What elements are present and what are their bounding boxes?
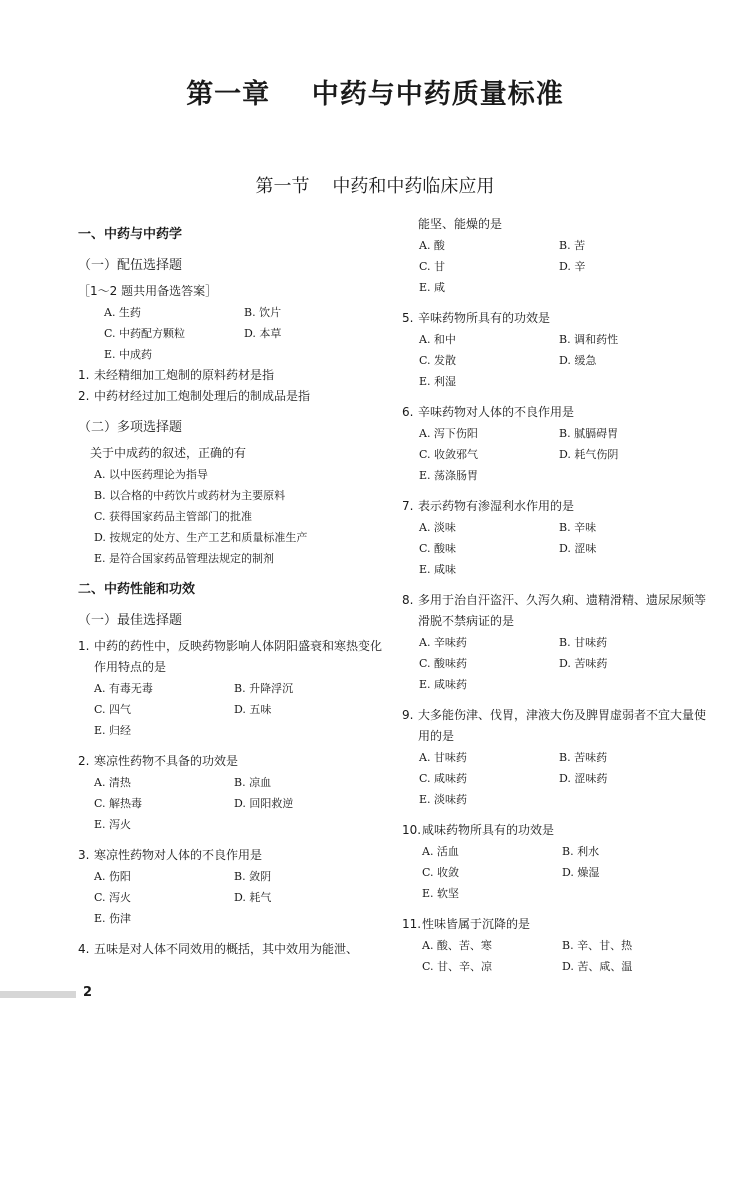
question-block [402, 820, 712, 904]
option: C. 收敛邪气 [419, 448, 479, 461]
option: B. 辛、甘、热 [562, 939, 633, 952]
question-block [78, 751, 390, 835]
option: D. 苦味药 [559, 657, 608, 670]
page-number: 2 [83, 985, 93, 1000]
option: D. 本草 [244, 327, 282, 340]
multi-options [78, 464, 390, 569]
option: D. 涩味药 [559, 772, 608, 785]
option: D. 耗气 [234, 891, 272, 904]
question: 2. 寒凉性药物不具备的功效是 [78, 754, 239, 768]
question-block [402, 402, 712, 486]
option: A. 酸 [419, 239, 445, 252]
options [78, 866, 390, 929]
option: A. 清热 [94, 776, 131, 789]
question: 7. 表示药物有渗湿利水作用的是 [402, 499, 575, 513]
option: A. 辛味药 [419, 636, 467, 649]
option: B. 调和药性 [559, 333, 619, 346]
option: C. 酸味药 [419, 657, 468, 670]
footer-bar [0, 991, 76, 998]
options [402, 329, 712, 392]
shared-options-note: ［1～2 题共用备选答案］ [78, 284, 218, 298]
option: A. 淡味 [419, 521, 456, 534]
option: B. 腻膈碍胃 [559, 427, 619, 440]
question: 11. 性味皆属于沉降的是 [402, 917, 531, 931]
option: D. 缓急 [559, 354, 597, 367]
option: B. 饮片 [244, 306, 282, 319]
question: 1. 未经精细加工炮制的原料药材是指 [78, 368, 275, 382]
option: B. 以合格的中药饮片或药材为主要原料 [94, 489, 286, 502]
left-column [78, 224, 390, 960]
option: B. 辛味 [559, 521, 597, 534]
question-block [402, 705, 712, 810]
option: E. 软坚 [422, 887, 460, 900]
option: D. 耗气伤阴 [559, 448, 619, 461]
option: A. 以中医药理论为指导 [94, 468, 208, 481]
question-block [402, 914, 712, 977]
options [402, 841, 712, 904]
option: A. 甘味药 [419, 751, 467, 764]
option: A. 和中 [419, 333, 456, 346]
options [402, 235, 712, 298]
option: C. 获得国家药品主管部门的批准 [94, 510, 253, 523]
option: E. 咸 [419, 281, 446, 294]
option: B. 甘味药 [559, 636, 608, 649]
option: C. 中药配方颗粒 [104, 327, 186, 340]
option: E. 淡味药 [419, 793, 468, 806]
question-block [402, 496, 712, 580]
option: C. 解热毒 [94, 797, 143, 810]
option: A. 酸、苦、寒 [422, 939, 492, 952]
options [78, 772, 390, 835]
question-block [78, 636, 390, 741]
option: E. 是符合国家药品管理法规定的制剂 [94, 552, 275, 565]
option: D. 五味 [234, 703, 272, 716]
option: D. 涩味 [559, 542, 597, 555]
options [402, 935, 712, 977]
option: C. 甘、辛、凉 [422, 960, 493, 973]
option: E. 归经 [94, 724, 132, 737]
option: C. 泻火 [94, 891, 132, 904]
option: A. 泻下伤阳 [419, 427, 478, 440]
option: B. 苦 [559, 239, 586, 252]
option: B. 凉血 [234, 776, 272, 789]
option: E. 咸味 [419, 563, 457, 576]
subsection-heading: （一）最佳选择题 [78, 613, 183, 628]
option: D. 苦、咸、温 [562, 960, 633, 973]
option: B. 敛阴 [234, 870, 272, 883]
subsection-heading: （一）配伍选择题 [78, 258, 183, 273]
question: 5. 辛味药物所具有的功效是 [402, 311, 551, 325]
question-continuation: 能坚、能燥的是 [418, 217, 503, 231]
options [402, 747, 712, 810]
question: 10. 咸味药物所具有的功效是 [402, 823, 555, 837]
option: E. 泻火 [94, 818, 132, 831]
option: E. 咸味药 [419, 678, 468, 691]
question-stem: 关于中成药的叙述，正确的有 [90, 446, 247, 460]
chapter-title: 第一章 中药与中药质量标准 [186, 79, 564, 110]
option: C. 酸味 [419, 542, 457, 555]
option: A. 有毒无毒 [94, 682, 153, 695]
options [402, 517, 712, 580]
option: C. 咸味药 [419, 772, 468, 785]
option: A. 伤阳 [94, 870, 131, 883]
option: D. 辛 [559, 260, 586, 273]
question-block [78, 845, 390, 929]
part-heading: 二、中药性能和功效 [78, 582, 196, 597]
question: 6. 辛味药物对人体的不良作用是 [402, 405, 575, 419]
option: B. 苦味药 [559, 751, 608, 764]
question: 3. 寒凉性药物对人体的不良作用是 [78, 848, 263, 862]
subsection-heading: （二）多项选择题 [78, 420, 183, 435]
option: D. 燥湿 [562, 866, 600, 879]
option: C. 四气 [94, 703, 132, 716]
option: B. 升降浮沉 [234, 682, 294, 695]
options [402, 423, 712, 486]
question: 4. 五味是对人体不同效用的概括，其中效用为能泄、 [78, 942, 359, 956]
right-column [402, 214, 712, 977]
question: 8. 多用于治自汗盗汗、久泻久痢、遗精滑精、遗尿尿频等滑脱不禁病证的是 [402, 593, 707, 628]
option: E. 伤津 [94, 912, 132, 925]
option: D. 按规定的处方、生产工艺和质量标准生产 [94, 531, 308, 544]
section-title: 第一节 中药和中药临床应用 [255, 176, 495, 197]
option: C. 发散 [419, 354, 457, 367]
question-block [402, 590, 712, 695]
option: A. 生药 [104, 306, 141, 319]
option: B. 利水 [562, 845, 600, 858]
option: C. 收敛 [422, 866, 460, 879]
part-heading: 一、中药与中药学 [78, 227, 183, 242]
options [78, 678, 390, 741]
option: E. 荡涤肠胃 [419, 469, 479, 482]
question: 1. 中药的药性中，反映药物影响人体阴阳盛衰和寒热变化作用特点的是 [78, 639, 383, 674]
options [402, 632, 712, 695]
question-block [402, 308, 712, 392]
option: E. 中成药 [104, 348, 153, 361]
question: 2. 中药材经过加工炮制处理后的制成品是指 [78, 389, 311, 403]
option: D. 回阳救逆 [234, 797, 294, 810]
option: C. 甘 [419, 260, 446, 273]
shared-options [78, 302, 390, 365]
question: 9. 大多能伤津、伐胃，津液大伤及脾胃虚弱者不宜大量使用的是 [402, 708, 707, 743]
option: A. 活血 [422, 845, 459, 858]
option: E. 利湿 [419, 375, 457, 388]
